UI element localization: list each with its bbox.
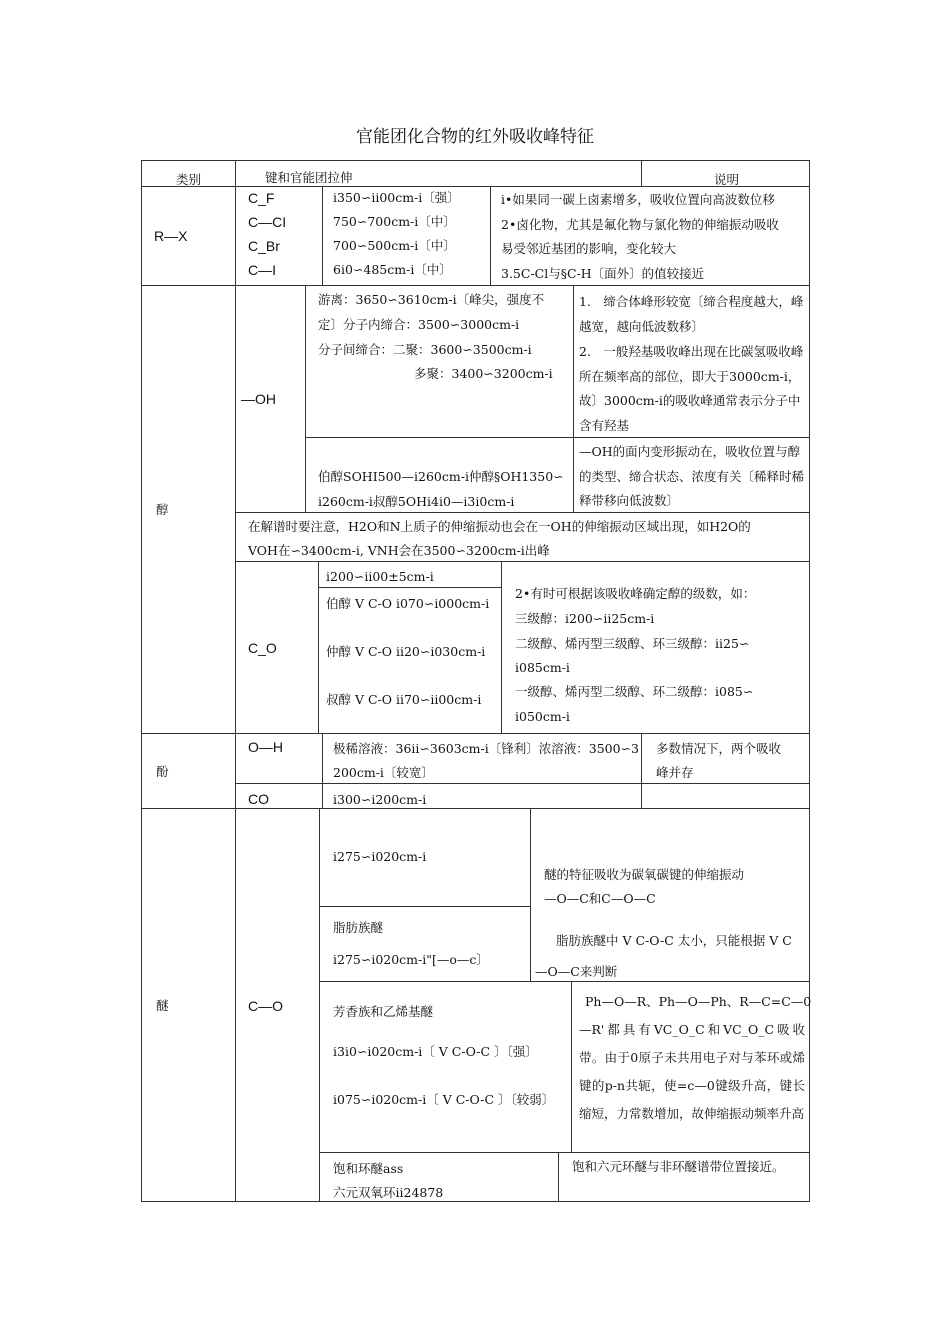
ether-r3-value: i3i0∽i020cm-i〔 V C-O-C 〕〔强〕 bbox=[333, 1044, 538, 1059]
alcohol-bend-value: i260cm-i叔醇5OHi4i0—i3i0cm-i bbox=[318, 494, 515, 509]
rx-bond: C—I bbox=[248, 262, 276, 278]
alcohol-co-note: 一级醇、烯丙型二级醇、环二级醇：i085∽ bbox=[515, 684, 754, 699]
ether-r1-note: —O—C和C—O—C bbox=[544, 891, 656, 906]
page-title: 官能团化合物的红外吸收峰特征 bbox=[356, 127, 594, 147]
ether-r4-value: 饱和环醚ass bbox=[333, 1161, 404, 1176]
phenol-co-bond: CO bbox=[248, 791, 269, 807]
alcohol-co-item: 仲醇 V C-O ii20∽i030cm-i bbox=[326, 644, 486, 659]
phenol-oh-value: 极稀溶液：36ii∽3603cm-i〔锋利〕浓溶液：3500∽3 bbox=[333, 741, 640, 756]
alcohol-oh-value: 定〕分子内缔合：3500∽3000cm-i bbox=[318, 317, 520, 332]
rx-category: R—X bbox=[154, 228, 188, 244]
ether-bond: C—O bbox=[248, 998, 283, 1014]
alcohol-co-note: i085cm-i bbox=[515, 660, 570, 675]
alcohol-oh-note: 2. 一般羟基吸收峰出现在比碳氢吸收峰所在频率高的部位，即大于3000cm-i，故〕3000cm-i的吸收峰通常表示分子中含有羟基 bbox=[579, 344, 804, 433]
rx-bond: C_F bbox=[248, 190, 275, 206]
rx-note: 3.5C-Cl与§C-H〔面外〕的值较接近 bbox=[501, 266, 705, 281]
alcohol-co-note: 2•有时可根据该吸收峰确定醇的级数，如： bbox=[515, 586, 756, 601]
ether-r2-value: i275∽i020cm-i"[—o—c〕 bbox=[333, 952, 489, 967]
ether-r2-note: —O—C来判断 bbox=[535, 964, 618, 979]
alcohol-co-bond: C_O bbox=[248, 640, 277, 656]
alcohol-bend-value: 伯醇SOHI500—i260cm-i仲醇§OH1350∽ bbox=[318, 469, 564, 484]
phenol-category: 酚 bbox=[156, 764, 169, 779]
alcohol-oh-value: 分子间缔合：二聚：3600∽3500cm-i bbox=[318, 342, 532, 357]
alcohol-co-note: i050cm-i bbox=[515, 709, 570, 724]
header-bond: 键和官能团拉伸 bbox=[265, 170, 353, 185]
rx-note: 易受邻近基团的影响，变化较大 bbox=[501, 241, 677, 256]
ether-r1-value: i275∽i020cm-i bbox=[333, 849, 427, 864]
ether-r1-note: 醚的特征吸收为碳氧碳键的伸缩振动 bbox=[544, 867, 745, 882]
rx-value: 6i0∽485cm-i〔中〕 bbox=[333, 262, 452, 277]
rx-bond: C—CI bbox=[248, 214, 287, 230]
phenol-oh-bond: O—H bbox=[248, 739, 283, 755]
ether-r3-note: —R'都具有VC_O_C和VC_O_C吸收带。由于0原子未共用电子对与苯环或烯键的p-n共轭，使=c—0键级升高，键长缩短，力常数增加，故伸缩振动频率升高 bbox=[579, 1022, 805, 1121]
ether-r2-note: 脂肪族醚中 V C-O-C 太小，只能根据 V C bbox=[556, 933, 792, 948]
ether-category: 醚 bbox=[156, 998, 169, 1013]
ether-r4-value: 六元双氧环ii24878 bbox=[333, 1185, 444, 1200]
ether-r3-note: Ph—O—R、Ph—O—Ph、R—C=C—0 bbox=[585, 994, 812, 1009]
alcohol-co-item: 伯醇 V C-O i070∽i000cm-i bbox=[326, 596, 490, 611]
phenol-oh-note: 峰并存 bbox=[656, 765, 694, 780]
alcohol-co-note: 三级醇：i200∽ii25cm-i bbox=[515, 611, 655, 626]
alcohol-co-note: 二级醇、烯丙型三级醇、环三级醇：ii25∽ bbox=[515, 636, 750, 651]
rx-note: i•如果同一碳上卤素增多，吸收位置向高波数位移 bbox=[501, 192, 775, 207]
phenol-co-value: i300∽i200cm-i bbox=[333, 792, 427, 807]
rx-note: 2•卤化物，尤其是氟化物与氯化物的伸缩振动吸收 bbox=[501, 217, 779, 232]
alcohol-oh-value: 多聚：3400∽3200cm-i bbox=[414, 366, 553, 381]
header-category: 类别 bbox=[176, 172, 202, 187]
ether-r2-value: 脂肪族醚 bbox=[333, 920, 384, 935]
alcohol-oh-note: 1. 缔合体峰形较宽〔缔合程度越大，峰越宽，越向低波数移〕 bbox=[579, 294, 804, 334]
alcohol-co-item: 叔醇 V C-O ii70∽ii00cm-i bbox=[326, 692, 482, 707]
phenol-oh-value: 200cm-i〔较宽〕 bbox=[333, 765, 434, 780]
ether-r3-value: i075∽i020cm-i〔 V C-O-C 〕〔较弱〕 bbox=[333, 1092, 555, 1107]
rx-value: i350∽ii00cm-i〔强〕 bbox=[333, 190, 460, 205]
alcohol-bend-note: —OH的面内变形振动在，吸收位置与醇的类型、缔合状态、浓度有关〔稀释时稀释带移向低波数〕 bbox=[579, 444, 805, 508]
rx-value: 700∽500cm-i〔中〕 bbox=[333, 238, 456, 253]
alcohol-caution: VOH在∽3400cm-i, VNH会在3500∽3200cm-i出峰 bbox=[248, 543, 550, 558]
alcohol-category: 醇 bbox=[156, 502, 169, 517]
alcohol-oh-bond: —OH bbox=[241, 391, 276, 407]
ether-r3-value: 芳香族和乙烯基醚 bbox=[333, 1004, 434, 1019]
rx-value: 750∽700cm-i〔中〕 bbox=[333, 214, 456, 229]
alcohol-oh-value: 游离：3650∽3610cm-i〔峰尖，强度不 bbox=[318, 292, 545, 307]
header-note: 说明 bbox=[714, 172, 740, 187]
alcohol-co-range: i200∽ii00±5cm-i bbox=[326, 569, 434, 584]
rx-bond: C_Br bbox=[248, 238, 280, 254]
phenol-oh-note: 多数情况下，两个吸收 bbox=[656, 741, 782, 756]
ether-r4-note: 饱和六元环醚与非环醚谱带位置接近。 bbox=[572, 1159, 785, 1174]
alcohol-caution: 在解谱时要注意，H2O和N上质子的伸缩振动也会在一OH的伸缩振动区域出现，如H2O的 bbox=[248, 519, 751, 534]
